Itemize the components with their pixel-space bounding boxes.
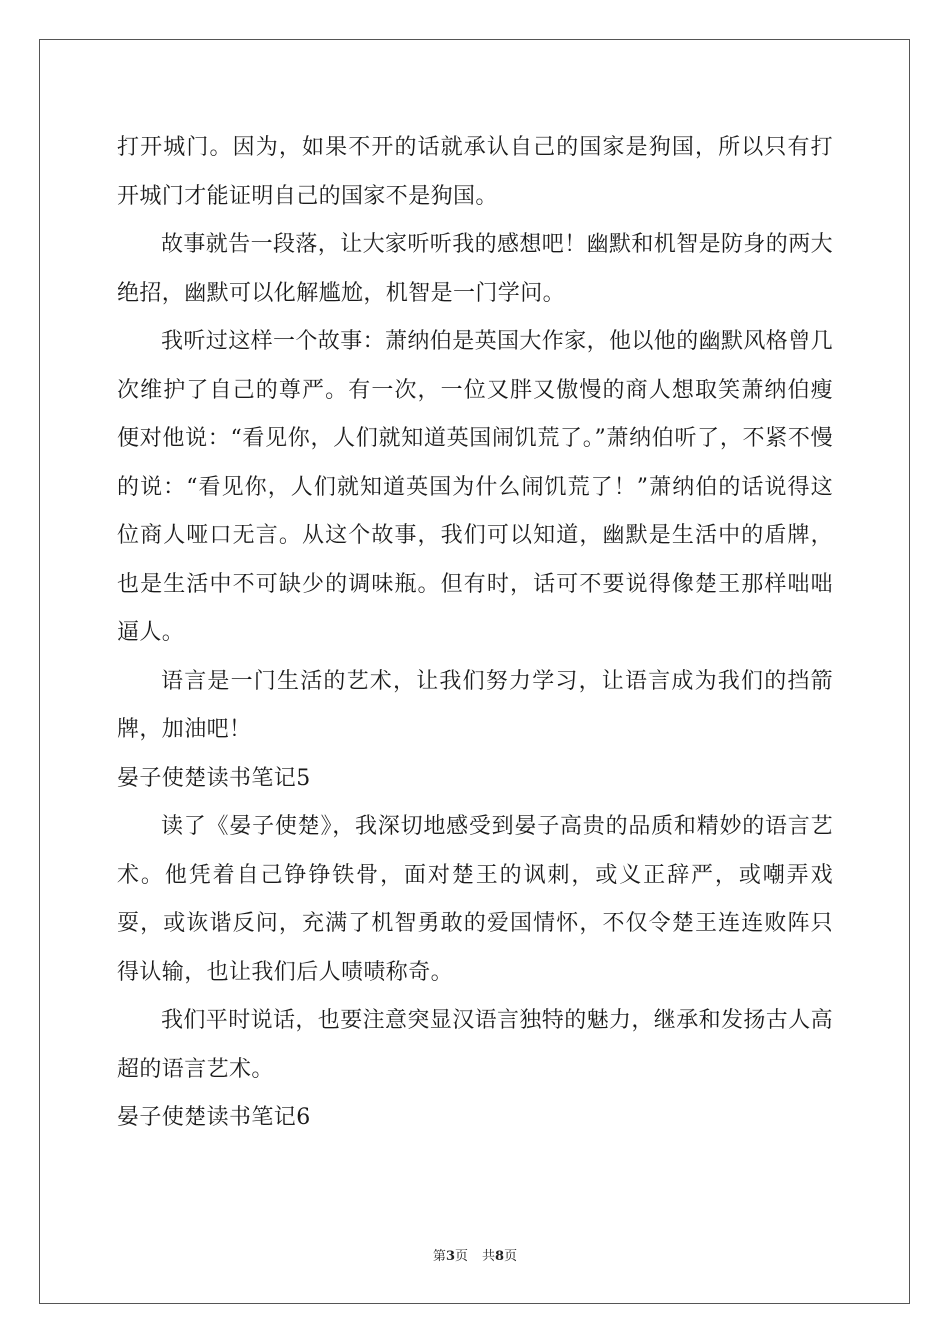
section-heading-5: 晏子使楚读书笔记5 [117,765,311,791]
paragraph-3: 我听过这样一个故事：萧纳伯是英国大作家，他以他的幽默风格曾几次维护了自己的尊严。有一次，一位又胖又傲慢的商人想取笑萧纳伯瘦便对他说：“看见你，人们就知道英国闹饥荒了。”萧纳伯听了，不紧不慢的说：“看见你，人们就知道英国为什么闹饥荒了！”萧纳伯的话说得这位商人哑口无言。从这个故事，我们可以知道，幽默是生活中的盾牌，也是生活中不可缺少的调味瓶。但有时，话可不要说得像楚王那样咄咄逼人。 [117,329,834,645]
paragraph-4: 语言是一门生活的艺术，让我们努力学习，让语言成为我们的挡箭牌，加油吧！ [117,668,833,742]
paragraph-6: 我们平时说话，也要注意突显汉语言独特的魅力，继承和发扬古人高超的语言艺术。 [117,1008,834,1082]
document-body [117,124,833,1143]
paragraph-5: 读了《晏子使楚》，我深切地感受到晏子高贵的品质和精妙的语言艺术。他凭着自己铮铮铁骨，面对楚王的讽刺，或义正辞严，或嘲弄戏耍，或诙谐反问，充满了机智勇敢的爱国情怀，不仅令楚王连连败阵只得认输，也让我们后人啧啧称奇。 [117,814,833,985]
paragraph-2: 故事就告一段落，让大家听听我的感想吧！幽默和机智是防身的两大绝招，幽默可以化解尴尬，机智是一门学问。 [117,232,834,306]
page-footer [0,1248,950,1266]
footer-prefix: 第 [432,1249,446,1264]
footer-current-page: 3 [445,1249,455,1264]
paragraph-1: 打开城门。因为，如果不开的话就承认自己的国家是狗国，所以只有打开城门才能证明自己的国家不是狗国。 [117,135,833,209]
footer-total-pages: 8 [495,1249,505,1264]
footer-total-suffix: 页 [504,1249,518,1264]
footer-page-suffix: 页 [454,1249,468,1264]
footer-total-prefix: 共 [482,1249,496,1264]
section-heading-6: 晏子使楚读书笔记6 [117,1105,311,1130]
